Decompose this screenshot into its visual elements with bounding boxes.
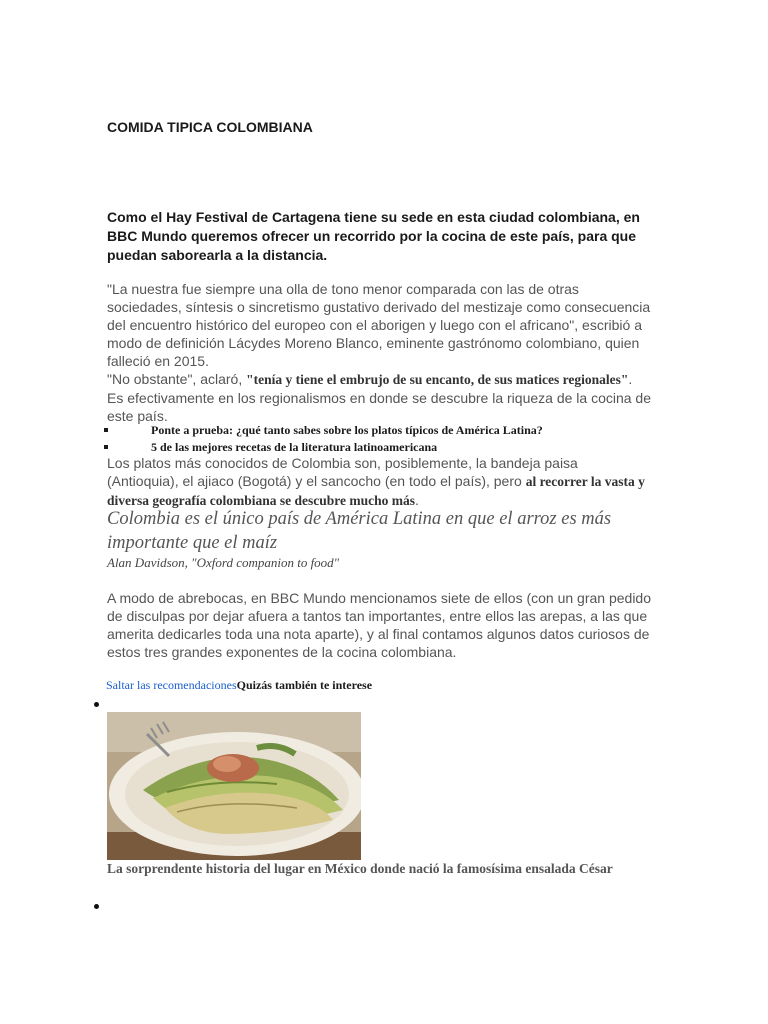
related-link-quiz[interactable]: Ponte a prueba: ¿qué tanto sabes sobre los platos típicos de América Latina? (151, 423, 543, 437)
related-link-recipes[interactable]: 5 de las mejores recetas de la literatura latinoamericana (151, 440, 438, 454)
paragraph-regional (107, 370, 652, 425)
skip-recommendations-link[interactable]: Saltar las recomendaciones (106, 678, 237, 692)
paragraph-regional-bold: "tenía y tiene el embrujo de su encanto, de sus matices regionales" (246, 372, 629, 387)
related-links-list (104, 422, 543, 456)
list-item[interactable] (104, 422, 543, 439)
caesar-salad-photo (107, 712, 361, 860)
paragraph-appetizer: A modo de abrebocas, en BBC Mundo mencionamos siete de ellos (con un gran pedido de disculpas por dejar afuera a tantos tan importantes, entre ellos las arepas, a las que amerita dedicarles toda una nota aparte), y al final contamos algunos datos curiosos de estos tres grandes exponentes de la cocina colombiana. (107, 590, 652, 660)
bullet-dot-icon (94, 904, 99, 909)
also-interest-label: Quizás también te interese (236, 678, 373, 692)
paragraph-regional-text-2: . Es efectivamente en los regionalismos en donde se descubre la riqueza de la cocina de este país. (107, 371, 651, 424)
paragraph-dishes-bold: al recorrer la vasta y diversa geografía colombiana se descubre mucho más (107, 474, 645, 508)
pull-quote-author: Alan Davidson, "Oxford companion to food" (107, 555, 340, 570)
page-title: COMIDA TIPICA COLOMBIANA (107, 119, 313, 135)
paragraph-quote-origin: "La nuestra fue siempre una olla de tono menor comparada con las de otras sociedades, síntesis o sincretismo gustativo derivado del mestizaje como consecuencia del encuentro histórico del europeo con el aborigen y luego con el africano", escribió a modo de definición Lácydes Moreno Blanco, eminente gastrónomo colombiano, quien falleció en 2015. (107, 281, 651, 369)
paragraph-dishes-text-2: . (414, 492, 419, 508)
bullet-square-icon (104, 445, 108, 449)
recommendations-header (106, 678, 372, 693)
intro-paragraph: Como el Hay Festival de Cartagena tiene su sede en esta ciudad colombiana, en BBC Mundo queremos ofrecer un recorrido por la cocina de este país, para que puedan saborearla a la distancia. (107, 209, 640, 263)
pull-quote: Colombia es el único país de América Latina en que el arroz es más importante que el maíz (107, 509, 612, 553)
bullet-square-icon (104, 428, 108, 432)
recommendation-image[interactable] (107, 712, 361, 860)
paragraph-dishes-text-1: Los platos más conocidos de Colombia son, posiblemente, la bandeja paisa (Antioquia), el ajiaco (Bogotá) y el sancocho (en todo el país), pero (107, 455, 578, 489)
paragraph-dishes (107, 454, 652, 510)
bullet-dot-icon (94, 702, 99, 707)
paragraph-regional-text-1: "No obstante", aclaró, (107, 371, 247, 387)
recommendation-caption-link[interactable]: La sorprendente historia del lugar en México donde nació la famosísima ensalada César (107, 861, 613, 876)
